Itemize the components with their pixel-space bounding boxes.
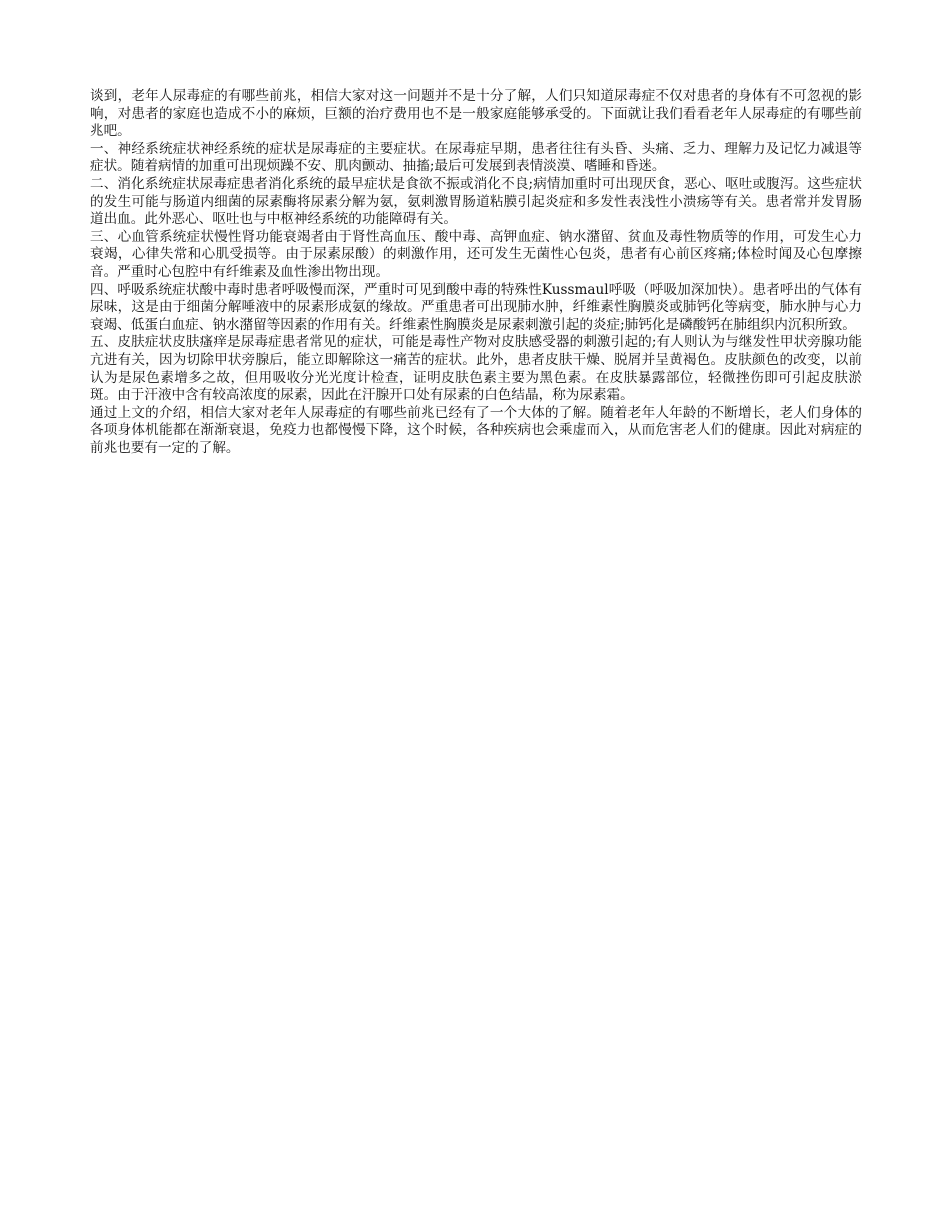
intro-paragraph: 谈到，老年人尿毒症的有哪些前兆，相信大家对这一问题并不是十分了解，人们只知道尿毒症不仅对患者的身体有不可忽视的影响，对患者的家庭也造成不小的麻烦，巨额的治疗费用也不是一般家庭能够承受的。下面就让我们看看老年人尿毒症的有哪些前兆吧。 <box>90 88 862 140</box>
section-nervous-system: 一、神经系统症状神经系统的症状是尿毒症的主要症状。在尿毒症早期，患者往往有头昏、头痛、乏力、理解力及记忆力减退等症状。随着病情的加重可出现烦躁不安、肌肉颤动、抽搐;最后可发展到表情淡漠、嗜睡和昏迷。 <box>90 140 862 175</box>
section-skin-symptoms: 五、皮肤症状皮肤瘙痒是尿毒症患者常见的症状，可能是毒性产物对皮肤感受器的刺激引起的;有人则认为与继发性甲状旁腺功能亢进有关，因为切除甲状旁腺后，能立即解除这一痛苦的症状。此外，患者皮肤干燥、脱屑并呈黄褐色。皮肤颜色的改变，以前认为是尿色素增多之故，但用吸收分光光度计检查，证明皮肤色素主要为黑色素。在皮肤暴露部位，轻微挫伤即可引起皮肤淤斑。由于汗液中含有较高浓度的尿素，因此在汗腺开口处有尿素的白色结晶，称为尿素霜。 <box>90 334 862 404</box>
section-digestive-system: 二、消化系统症状尿毒症患者消化系统的最早症状是食欲不振或消化不良;病情加重时可出现厌食，恶心、呕吐或腹泻。这些症状的发生可能与肠道内细菌的尿素酶将尿素分解为氨，氨刺激胃肠道粘膜引起炎症和多发性表浅性小溃疡等有关。患者常并发胃肠道出血。此外恶心、呕吐也与中枢神经系统的功能障碍有关。 <box>90 175 862 228</box>
document-body <box>90 88 862 457</box>
section-cardiovascular-system: 三、心血管系统症状慢性肾功能衰竭者由于肾性高血压、酸中毒、高钾血症、钠水潴留、贫血及毒性物质等的作用，可发生心力衰竭，心律失常和心肌受损等。由于尿素尿酸）的刺激作用，还可发生无菌性心包炎，患者有心前区疼痛;体检时闻及心包摩擦音。严重时心包腔中有纤维素及血性渗出物出现。 <box>90 228 862 280</box>
conclusion-paragraph: 通过上文的介绍，相信大家对老年人尿毒症的有哪些前兆已经有了一个大体的了解。随着老年人年龄的不断增长，老人们身体的各项身体机能都在渐渐衰退，免疫力也都慢慢下降，这个时候，各种疾病也会乘虚而入，从而危害老人们的健康。因此对病症的前兆也要有一定的了解。 <box>90 404 862 456</box>
section-respiratory-system: 四、呼吸系统症状酸中毒时患者呼吸慢而深，严重时可见到酸中毒的特殊性Kussmaul呼吸（呼吸加深加快）。患者呼出的气体有尿味，这是由于细菌分解唾液中的尿素形成氨的缘故。严重患者可出现肺水肿，纤维素性胸膜炎或肺钙化等病变，肺水肿与心力衰竭、低蛋白血症、钠水潴留等因素的作用有关。纤维素性胸膜炎是尿素刺激引起的炎症;肺钙化是磷酸钙在肺组织内沉积所致。 <box>90 281 862 333</box>
